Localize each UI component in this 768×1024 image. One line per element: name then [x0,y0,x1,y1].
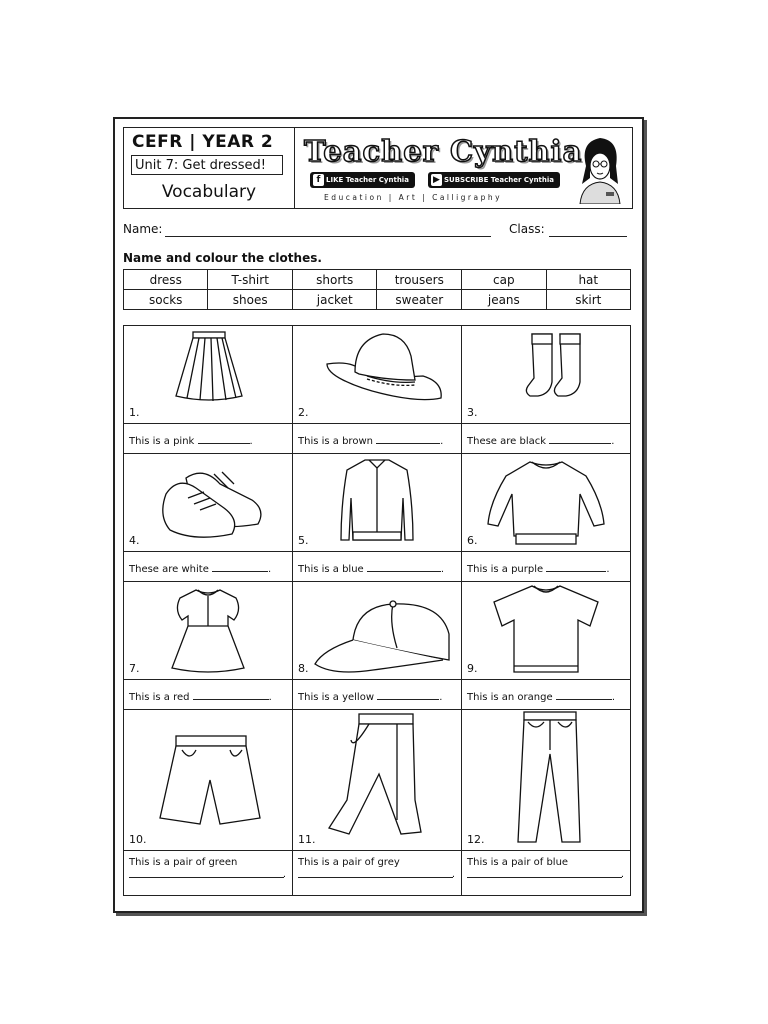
item-caption: These are white [129,564,209,575]
period: . [606,564,610,575]
hat-icon [293,326,462,423]
caption-cell [462,680,631,710]
period: . [439,692,443,703]
word-bank-word: T-shirt [208,270,292,290]
caption-cell [293,680,462,710]
caption-cell [293,552,462,582]
picture-cell-6 [462,454,631,552]
answer-blank[interactable] [546,562,606,572]
word-bank [123,269,631,310]
item-number: 6. [467,534,478,547]
period: . [440,564,445,575]
picture-cell-7 [124,582,293,680]
unit-info-box [124,128,295,208]
jeans-icon [462,710,631,850]
clothes-grid [123,325,631,896]
picture-cell-12 [462,710,631,851]
jacket-icon [293,454,462,551]
caption-cell [293,851,462,896]
answer-blank[interactable] [367,562,441,572]
caption-cell [462,851,631,896]
item-caption: This is a pair of grey [298,857,400,868]
picture-cell-1 [124,326,293,424]
period: . [268,692,272,703]
word-bank-word: jacket [292,290,377,310]
picture-cell-2 [293,326,462,424]
answer-blank[interactable] [377,690,439,700]
answer-blank[interactable] [198,434,250,444]
period: . [620,869,624,880]
tshirt-icon [462,582,631,679]
item-caption: This is a brown [298,436,373,447]
word-bank-row [124,270,631,290]
word-bank-word: trousers [377,270,462,290]
item-caption: This is a pink [129,436,195,447]
answer-blank[interactable] [212,562,268,572]
period: . [451,869,455,880]
answer-blank[interactable] [376,434,440,444]
answer-blank[interactable] [129,877,284,878]
brand-logo: Teacher Cynthia [304,134,583,168]
item-caption: This is an orange [467,692,553,703]
name-label: Name: [123,222,163,236]
caption-cell [462,424,631,454]
word-bank-word: dress [124,270,208,290]
caption-cell [293,424,462,454]
shoes-icon [124,454,293,551]
word-bank-word: socks [124,290,208,310]
caption-cell [124,680,293,710]
word-bank-word: shorts [292,270,377,290]
item-number: 3. [467,406,478,419]
item-number: 4. [129,534,140,547]
picture-cell-5 [293,454,462,552]
period: . [611,436,615,447]
answer-blank[interactable] [298,877,453,878]
caption-cell [124,851,293,896]
picture-cell-9 [462,582,631,680]
item-number: 2. [298,406,309,419]
item-number: 10. [129,833,147,846]
item-caption: This is a purple [467,564,544,575]
socks-icon [462,326,631,423]
period: . [268,564,272,575]
worksheet [113,117,644,913]
item-number: 12. [467,833,485,846]
cap-icon [293,582,462,679]
item-caption: This is a blue [298,564,364,575]
caption-cell [124,424,293,454]
facebook-like-badge [310,172,415,188]
answer-blank[interactable] [556,690,612,700]
item-caption: These are black [467,436,547,447]
period: . [249,436,253,447]
word-bank-word: hat [546,270,630,290]
answer-blank[interactable] [193,690,269,700]
picture-cell-8 [293,582,462,680]
word-bank-word: sweater [377,290,462,310]
youtube-subscribe-badge [428,172,560,188]
item-caption: This is a yellow [298,692,375,703]
unit-title: Unit 7: Get dressed! [131,155,283,175]
word-bank-word: skirt [546,290,630,310]
section-title: Vocabulary [161,182,257,202]
word-bank-word: shoes [208,290,292,310]
worksheet-header [123,127,633,209]
answer-blank[interactable] [467,877,622,878]
subscribe-label: SUBSCRIBE Teacher Cynthia [444,176,555,184]
level-title: CEFR | YEAR 2 [132,132,274,152]
item-number: 1. [129,406,140,419]
shorts-icon [124,710,293,850]
caption-cell [462,552,631,582]
item-number: 8. [298,662,309,675]
sweater-icon [462,454,631,551]
facebook-icon: f [313,174,324,186]
word-bank-row [124,290,631,310]
tagline: Education | Art | Calligraphy [324,193,503,202]
teacher-avatar-icon [572,132,628,204]
dress-icon [124,582,293,679]
picture-cell-4 [124,454,293,552]
answer-blank[interactable] [549,434,611,444]
item-number: 11. [298,833,316,846]
play-icon: ▶ [431,174,442,186]
item-number: 9. [467,662,478,675]
class-label: Class: [509,222,545,236]
picture-cell-11 [293,710,462,851]
picture-cell-3 [462,326,631,424]
item-number: 5. [298,534,309,547]
skirt-icon [124,326,293,423]
item-caption: This is a red [129,692,190,703]
word-bank-word: cap [462,270,546,290]
picture-cell-10 [124,710,293,851]
item-caption: This is a pair of green [129,857,238,868]
instruction: Name and colour the clothes. [123,251,322,265]
trousers-icon [293,710,462,850]
period: . [440,436,444,447]
like-label: LIKE Teacher Cynthia [326,176,409,184]
caption-cell [124,552,293,582]
item-caption: This is a pair of blue [467,857,569,868]
item-number: 7. [129,662,140,675]
word-bank-word: jeans [462,290,546,310]
class-line[interactable] [549,236,627,237]
period: . [282,869,286,880]
period: . [611,692,615,703]
name-class-row [123,222,631,242]
name-line[interactable] [165,236,491,237]
